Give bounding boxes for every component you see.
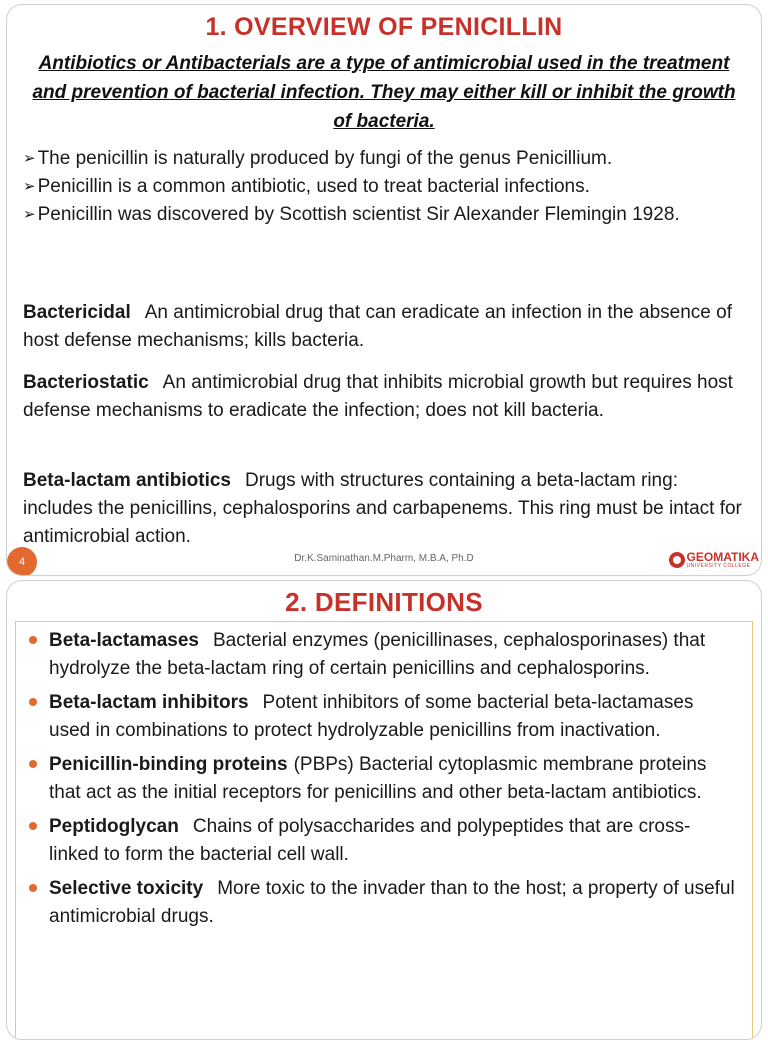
- definition-text: (PBPs) Bacterial cytoplasmic membrane proteins that act as the initial receptors for penicillins and other beta-lactam antibiotics.: [49, 754, 707, 803]
- list-item: [29, 813, 737, 869]
- definition-bacteriostatic: [23, 369, 743, 425]
- arrow-bullet-icon: ➢: [23, 178, 36, 195]
- definition-beta-lactam-antibiotics: [23, 467, 743, 551]
- orange-dot-icon: [29, 636, 37, 644]
- bullet-item: [23, 145, 743, 173]
- logo-mark-icon: [669, 552, 685, 568]
- definition-term: Selective toxicity: [49, 878, 204, 899]
- definition-text: Drugs with structures containing a beta-lactam ring: includes the penicillins, cephalosporins and carbapenems. This ring must be intact for antimicrobial action.: [23, 470, 742, 547]
- orange-dot-icon: [29, 760, 37, 768]
- bullet-item: [23, 173, 743, 201]
- arrow-bullet-icon: ➢: [23, 150, 36, 167]
- bullet-list: [23, 145, 743, 229]
- definition-bactericidal: [23, 299, 743, 355]
- definition-text: Bacterial enzymes (penicillinases, cephalosporinases) that hydrolyze the beta-lactam ring of certain penicillins and cephalosporins.: [49, 630, 706, 679]
- bullet-text: Penicillin was discovered by Scottish scientist Sir Alexander Flemingin 1928.: [37, 204, 680, 225]
- slide-subtitle: Antibiotics or Antibacterials are a type of antimicrobial used in the treatment and prevention of bacterial infection. They may either kill or inhibit the growth of bacteria.: [32, 53, 736, 132]
- geomatika-logo: [669, 551, 759, 569]
- orange-dot-icon: [29, 884, 37, 892]
- footer-author: Dr.K.Saminathan.M.Pharm, M.B.A, Ph.D: [294, 553, 474, 564]
- definition-term: Bacteriostatic: [23, 372, 149, 393]
- bullet-text: The penicillin is naturally produced by fungi of the genus Penicillium.: [37, 148, 613, 169]
- definition-term: Beta-lactam inhibitors: [49, 692, 249, 713]
- slide-definitions: [6, 580, 762, 1040]
- bullet-text: Penicillin is a common antibiotic, used to treat bacterial infections.: [37, 176, 590, 197]
- definitions-list: [29, 627, 737, 937]
- page-number-badge: 4: [7, 547, 37, 576]
- list-item: [29, 875, 737, 931]
- definition-term: Bactericidal: [23, 302, 131, 323]
- logo-subtext: UNIVERSITY COLLEGE: [686, 563, 751, 569]
- slide-title: 2. DEFINITIONS: [285, 587, 483, 617]
- definition-term: Penicillin-binding proteins: [49, 754, 288, 775]
- logo-text: GEOMATIKA: [686, 550, 759, 564]
- definition-term: Peptidoglycan: [49, 816, 179, 837]
- definition-term: Beta-lactamases: [49, 630, 199, 651]
- definition-text: An antimicrobial drug that inhibits microbial growth but requires host defense mechanisms to eradicate the infection; does not kill bacteria.: [23, 372, 733, 421]
- definition-text: An antimicrobial drug that can eradicate an infection in the absence of host defense mechanisms; kills bacteria.: [23, 302, 732, 351]
- definition-term: Beta-lactam antibiotics: [23, 470, 231, 491]
- list-item: [29, 627, 737, 683]
- orange-dot-icon: [29, 822, 37, 830]
- definition-text: Chains of polysaccharides and polypeptides that are cross-linked to form the bacterial cell wall.: [49, 816, 691, 865]
- slide-overview: [6, 4, 762, 576]
- arrow-bullet-icon: ➢: [23, 206, 36, 223]
- list-item: [29, 751, 737, 807]
- list-item: [29, 689, 737, 745]
- slide-title: 1. OVERVIEW OF PENICILLIN: [205, 13, 563, 41]
- definition-text: Potent inhibitors of some bacterial beta-lactamases used in combinations to protect hydrolyzable penicillins from inactivation.: [49, 692, 694, 741]
- orange-dot-icon: [29, 698, 37, 706]
- bullet-item: [23, 201, 743, 229]
- definition-text: More toxic to the invader than to the host; a property of useful antimicrobial drugs.: [49, 878, 735, 927]
